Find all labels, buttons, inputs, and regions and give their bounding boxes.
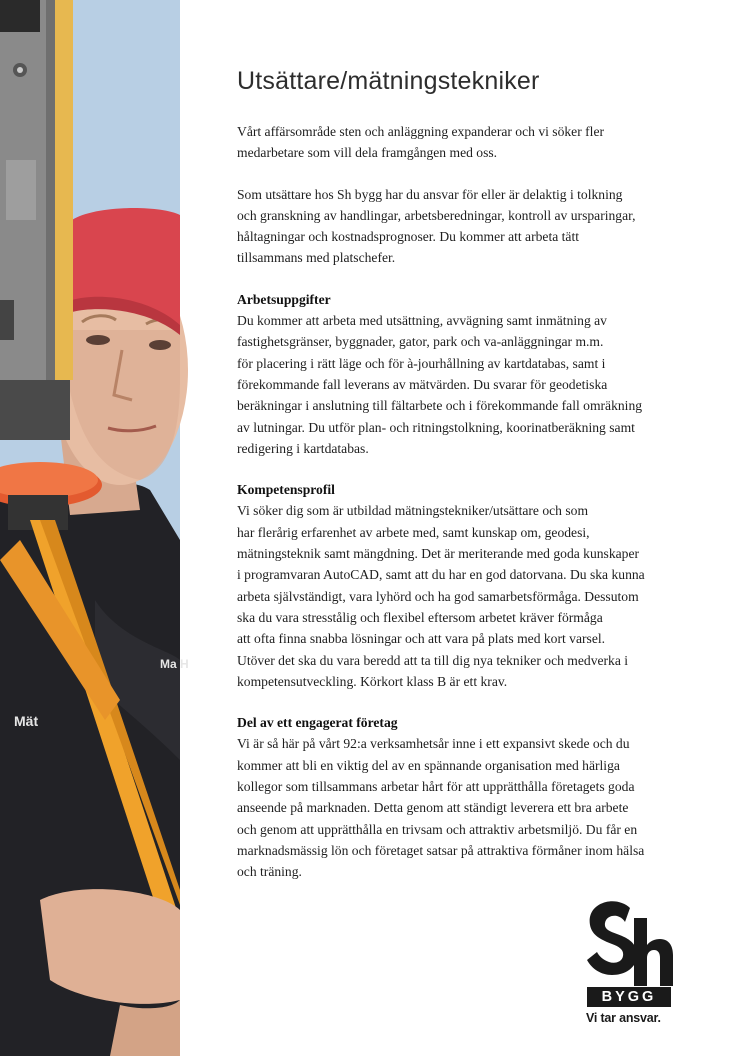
section-line: beräkningar i anslutning till fältarbete och i förekommande fall omräkning xyxy=(237,398,643,414)
intro-line: medarbetare som vill dela framgången med oss. xyxy=(237,145,498,161)
role-paragraph xyxy=(237,184,687,269)
surveyor-photo-illustration xyxy=(0,0,189,1056)
role-line: Som utsättare hos Sh bygg har du ansvar för eller är delaktig i tolkning xyxy=(237,186,623,202)
section-line: för placering i rätt läge och för à-jourhållning av kartdatabas, samt i xyxy=(237,355,606,371)
section-heading: Del av ett engagerat företag xyxy=(237,715,398,731)
section-line: och träning. xyxy=(237,864,302,880)
jacket-text: Mät xyxy=(14,713,39,729)
logo-tagline: Vi tar ansvar. xyxy=(586,1011,661,1025)
intro-paragraph xyxy=(237,121,687,164)
job-ad-content xyxy=(237,62,687,903)
section-line: Utöver det ska du vara beredd att ta till dig nya tekniker och medverka i xyxy=(237,652,629,668)
logo-wordmark: BYGG xyxy=(587,987,671,1007)
section-line: mätningsteknik samt mängdning. Det är meriterande med goda kunskaper xyxy=(237,546,640,562)
section-line: av lutningar. Du utför plan- och ritningstolkning, koorinatberäkning samt xyxy=(237,419,635,435)
section-line: Vi är så här på vårt 92:a verksamhetsår inne i ett expansivt skede och du xyxy=(237,736,630,752)
section-line: fastighetsgränser, byggnader, gator, park och va-anläggningar m.m. xyxy=(237,334,604,350)
section-line: har flerårig erfarenhet av arbete med, samt kunskap om, geodesi, xyxy=(237,524,590,540)
role-line: och granskning av handlingar, arbetsberedningar, kontroll av ursparingar, xyxy=(237,207,636,223)
intro-line: Vårt affärsområde sten och anläggning expanderar och vi söker fler xyxy=(237,124,605,139)
jacket-text-2: Ma H xyxy=(160,657,189,671)
section-line: Vi söker dig som är utbildad mätningstekniker/utsättare och som xyxy=(237,503,589,519)
section-line: kommer att bli en viktig del av en spännande organisation med härliga xyxy=(237,757,620,773)
role-line: håltagningar och kostnadsprognoser. Du kommer att arbeta tätt xyxy=(237,229,580,245)
hero-photo xyxy=(0,0,189,1056)
section-foretag xyxy=(237,712,687,882)
role-line: tillsammans med platschefer. xyxy=(237,250,396,266)
section-line: att ofta finna snabba lösningar och att vara på plats med kort varsel. xyxy=(237,631,606,647)
section-arbetsuppgifter xyxy=(237,289,687,459)
section-line: kollegor som tillsammans arbetar hårt för att upprätthålla företagets goda xyxy=(237,779,635,795)
section-line: kompetensutveckling. Körkort klass B är ett krav. xyxy=(237,673,508,689)
section-line: ska du vara stresstålig och flexibel eftersom arbetet kräver förmåga xyxy=(237,609,603,625)
page-title: Utsättare/mätningstekniker xyxy=(237,67,540,95)
section-heading: Kompetensprofil xyxy=(237,482,335,498)
section-line: anseende på marknaden. Detta genom att ständigt leverera ett bra arbete xyxy=(237,800,629,816)
section-line: redigering i kartdatabas. xyxy=(237,440,369,456)
section-line: arbeta självständigt, vara lyhörd och ha god samarbetsförmåga. Dessutom xyxy=(237,588,639,604)
section-line: Du kommer att arbeta med utsättning, avvägning samt inmätning av xyxy=(237,313,607,329)
section-line: i programvaran AutoCAD, samt att du har en god datorvana. Du ska kunna xyxy=(237,567,645,583)
section-line: förekommande fall leverans av mätvärden. Du svarar för geodetiska xyxy=(237,376,608,392)
section-kompetensprofil xyxy=(237,479,687,692)
sh-bygg-logo xyxy=(584,898,680,1032)
section-line: marknadsmässig lön och företaget satsar på attraktiva förmåner inom hälsa xyxy=(237,842,645,858)
section-line: och genom att upprätthålla en trivsam och attraktiv arbetsmiljö. Du får en xyxy=(237,821,638,837)
section-heading: Arbetsuppgifter xyxy=(237,291,331,307)
